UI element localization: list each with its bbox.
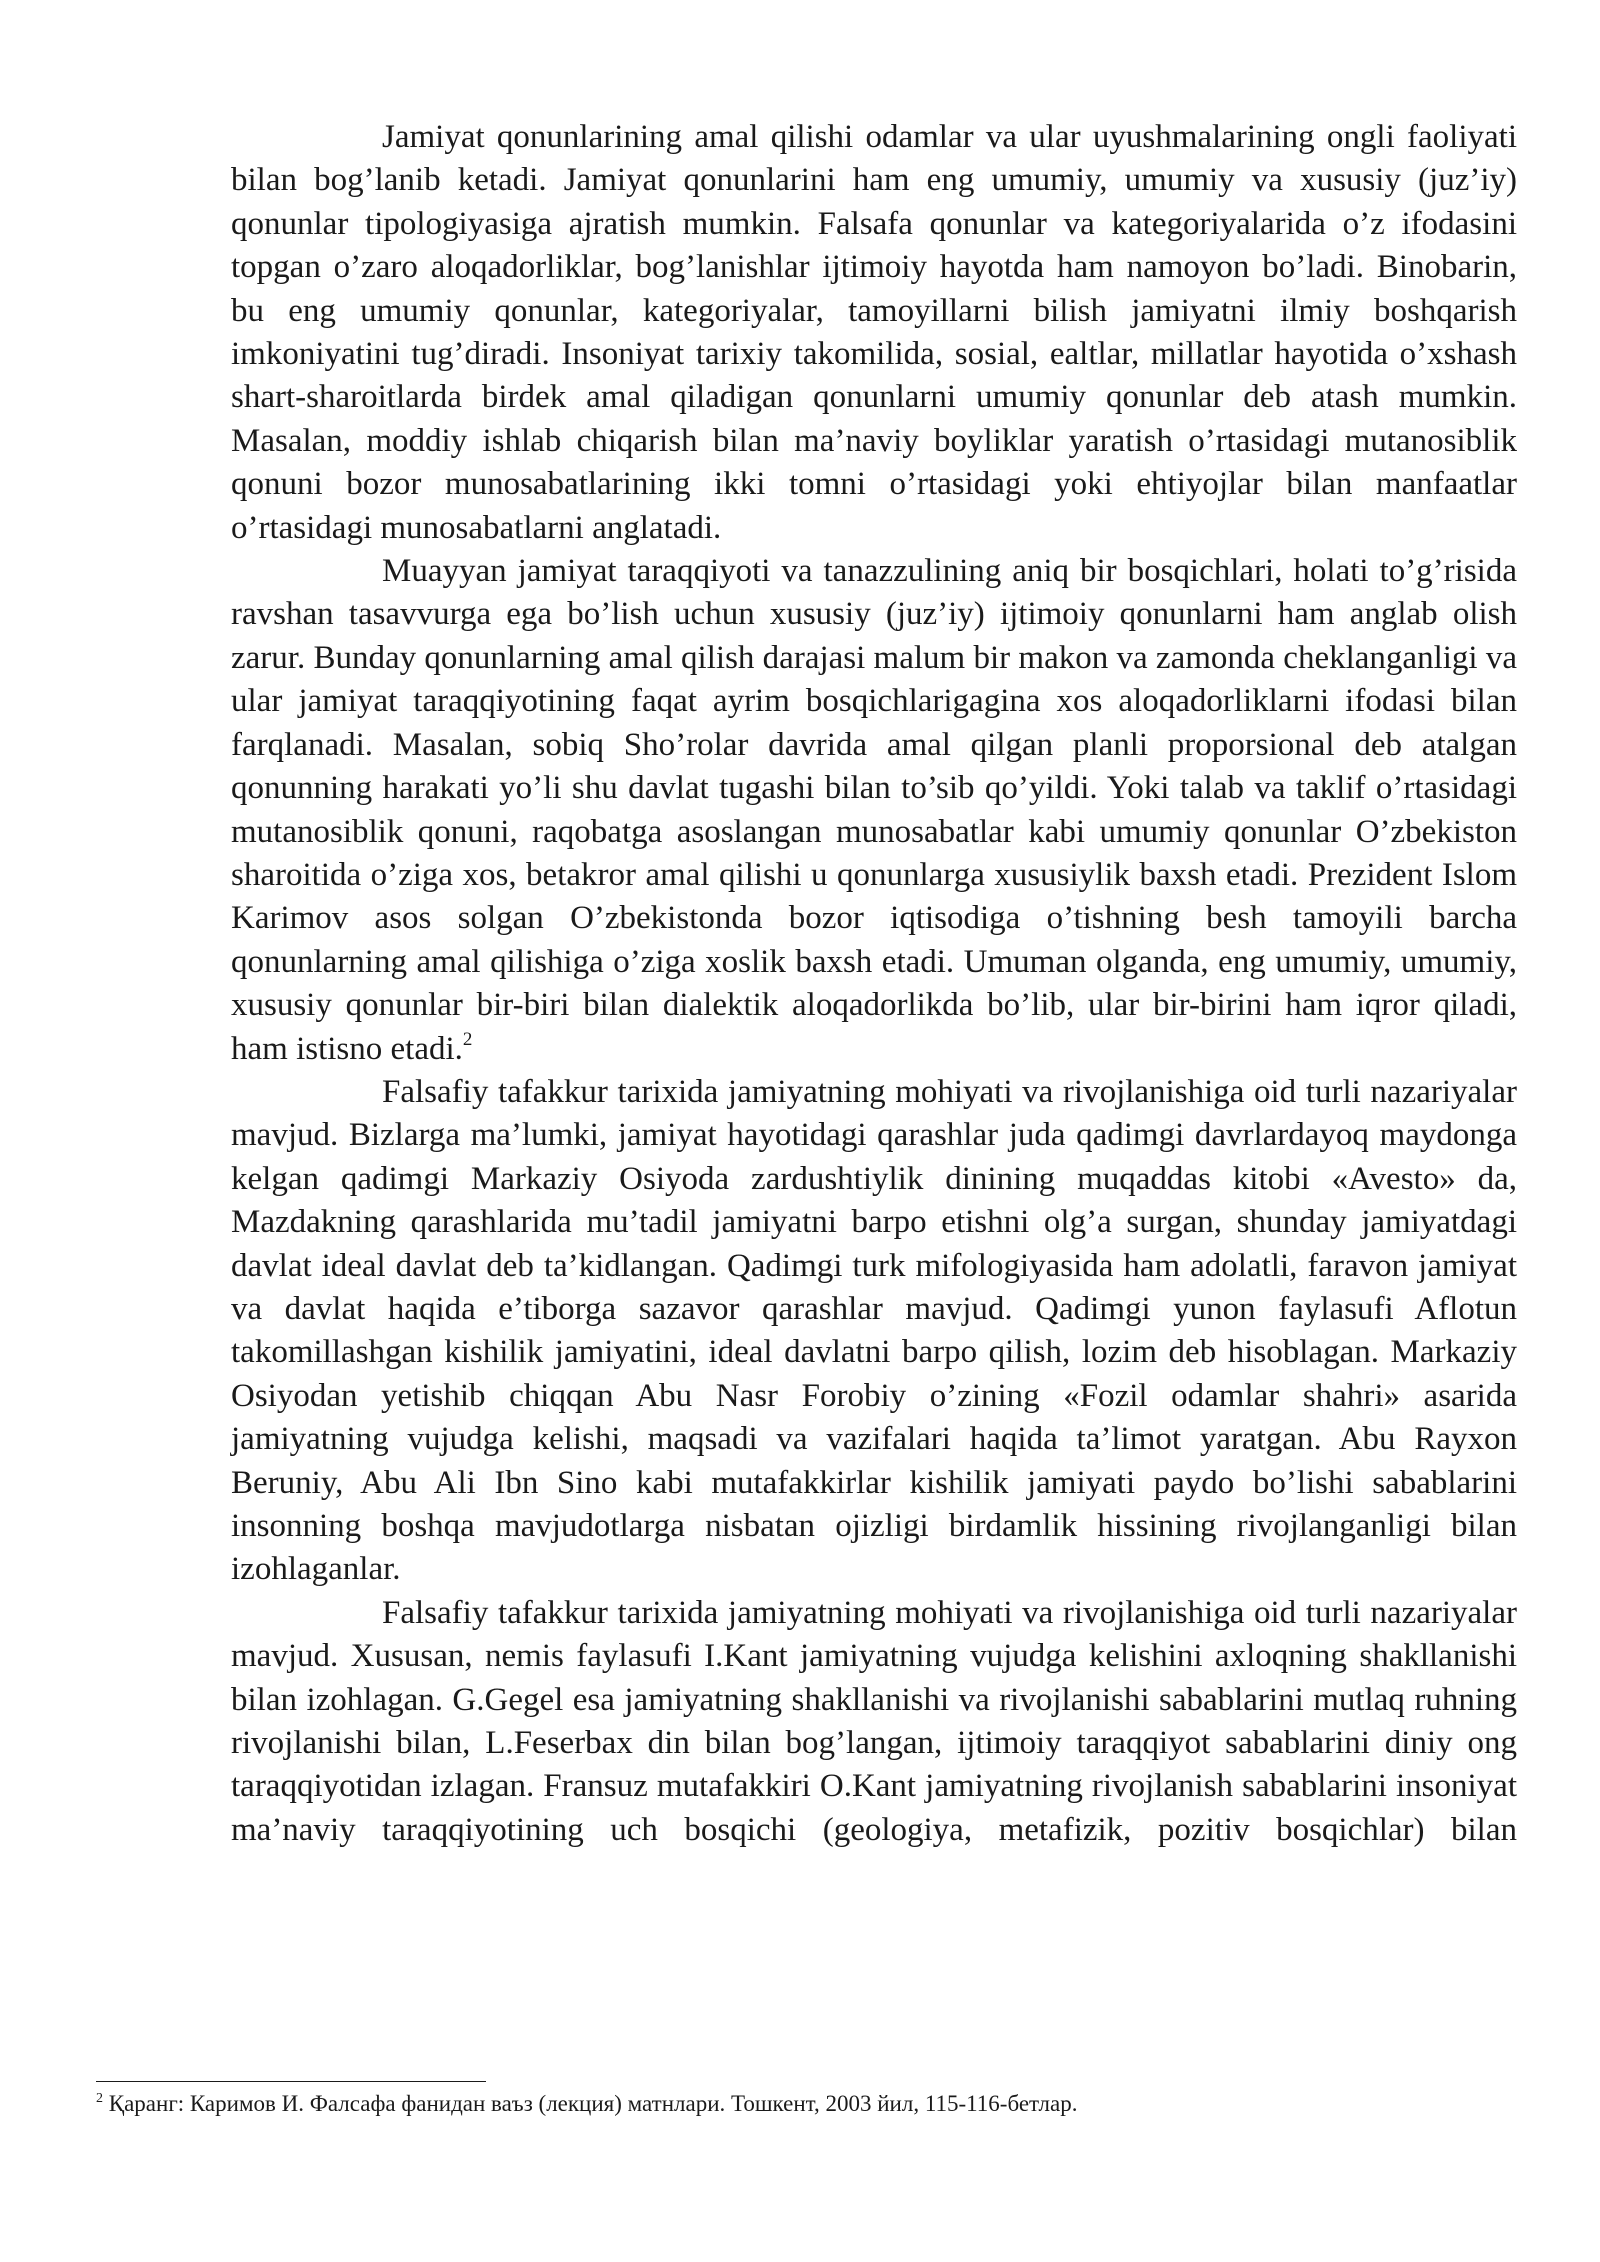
footnote (96, 2090, 1516, 2118)
paragraph-3-text: Falsafiy tafakkur tarixida jamiyatning mohiyati va rivojlanishiga oid turli nazariyalar mavjud. Bizlarga ma’lumki, jamiyat hayotidagi qarashlar juda qadimgi davrlardayoq maydonga kelgan qadimgi Markaziy Osiyoda zardushtiylik dinining muqaddas kitobi «Avesto» da, Mazdakning qarashlarida mu’tadil jamiyatni barpo etishni olg’a surgan, shunday jamiyatdagi davlat ideal davlat deb ta’kidlangan. Qadimgi turk mifologiyasida ham adolatli, faravon jamiyat va davlat haqida e’tiborga sazavor qarashlar mavjud. Qadimgi yunon faylasufi Aflotun takomillashgan kishilik jamiyatini, ideal davlatni barpo qilish, lozim deb hisoblagan. Markaziy Osiyodan yetishib chiqqan Abu Nasr Forobiy o’zining «Fozil odamlar shahri» asarida jamiyatning vujudga kelishi, maqsadi va vazifalari haqida ta’limot yaratgan. Abu Rayxon Beruniy, Abu Ali Ibn Sino kabi mutafakkirlar kishilik jamiyati paydo bo’lishi sabablarini insonning boshqa mavjudotlarga nisbatan ojizligi birdamlik hissining rivojlanganligi bilan izohlaganlar. (231, 1073, 1517, 1588)
footnote-marker: 2 (96, 2091, 103, 2106)
paragraph-4 (231, 1592, 1517, 1852)
paragraph-2-text: Muayyan jamiyat taraqqiyoti va tanazzulining aniq bir bosqichlari, holati to’g’risida ravshan tasavvurga ega bo’lish uchun xususiy (juz’iy) ijtimoiy qonunlarni ham anglab olish zarur. Bunday qonunlarning amal qilish darajasi malum bir makon va zamonda cheklanganligi va ular jamiyat taraqqiyotining faqat ayrim bosqichlarigagina xos aloqadorliklarni ifodasi bilan farqlanadi. Masalan, sobiq Sho’rolar davrida amal qilgan planli proporsional deb atalgan qonunning harakati yo’li shu davlat tugashi bilan to’sib qo’yildi. Yoki talab va taklif o’rtasidagi mutanosiblik qonuni, raqobatga asoslangan munosabatlar kabi umumiy qonunlar O’zbekiston sharoitida o’ziga xos, betakror amal qilishi u qonunlarga xususiylik baxsh etadi. Prezident Islom Karimov asos solgan O’zbekistonda bozor iqtisodiga o’tishning besh tamoyili barcha qonunlarning amal qilishiga o’ziga xoslik baxsh etadi. Umuman olganda, eng umumiy, umumiy, xususiy qonunlar bir-biri bilan dialektik aloqadorlikda bo’lib, ular bir-birini ham iqror qiladi, ham istisno etadi. (231, 553, 1517, 1067)
paragraph-1 (231, 116, 1517, 550)
footnote-separator (96, 2081, 486, 2082)
footnote-reference-link[interactable]: 2 (462, 1028, 473, 1050)
paragraph-3 (231, 1071, 1517, 1592)
body-text (231, 116, 1517, 1852)
paragraph-4-text: Falsafiy tafakkur tarixida jamiyatning mohiyati va rivojlanishiga oid turli nazariyalar mavjud. Xususan, nemis faylasufi I.Kant jamiyatning vujudga kelishini axloqning shakllanishi bilan izohlagan. G.Gegel esa jamiyatning shakllanishi va rivojlanishi sabablarini mutlaq ruhning rivojlanishi bilan, L.Feserbax din bilan bog’langan, ijtimoiy taraqqiyot sabablarini diniy ong taraqqiyotidan izlagan. Fransuz mutafakkiri O.Kant jamiyatning rivojlanish sabablarini insoniyat ma’naviy taraqqiyotining uch bosqichi (geologiya, metafizik, pozitiv bosqichlar) bilan (231, 1594, 1517, 1848)
paragraph-2 (231, 550, 1517, 1071)
footnote-text: Қаранг: Каримов И. Фалсафа фанидан ваъз (лекция) матнлари. Тошкент, 2003 йил, 115-116-бетлар. (103, 2091, 1078, 2116)
paragraph-1-text: Jamiyat qonunlarining amal qilishi odamlar va ular uyushmalarining ongli faoliyati bilan bog’lanib ketadi. Jamiyat qonunlarini ham eng umumiy, umumiy va xususiy (juz’iy) qonunlar tipologiyasiga ajratish mumkin. Falsafa qonunlar va kategoriyalarida o’z ifodasini topgan o’zaro aloqadorliklar, bog’lanishlar ijtimoiy hayotda ham namoyon bo’ladi. Binobarin, bu eng umumiy qonunlar, kategoriyalar, tamoyillarni bilish jamiyatni ilmiy boshqarish imkoniyatini tug’diradi. Insoniyat tarixiy takomilida, sosial, ealtlar, millatlar hayotida o’xshash shart-sharoitlarda birdek amal qiladigan qonunlarni umumiy qonunlar deb atash mumkin. Masalan, moddiy ishlab chiqarish bilan ma’naviy boyliklar yaratish o’rtasidagi mutanosiblik qonuni bozor munosabatlarining ikki tomni o’rtasidagi yoki ehtiyojlar bilan manfaatlar o’rtasidagi munosabatlarni anglatadi. (231, 119, 1517, 546)
